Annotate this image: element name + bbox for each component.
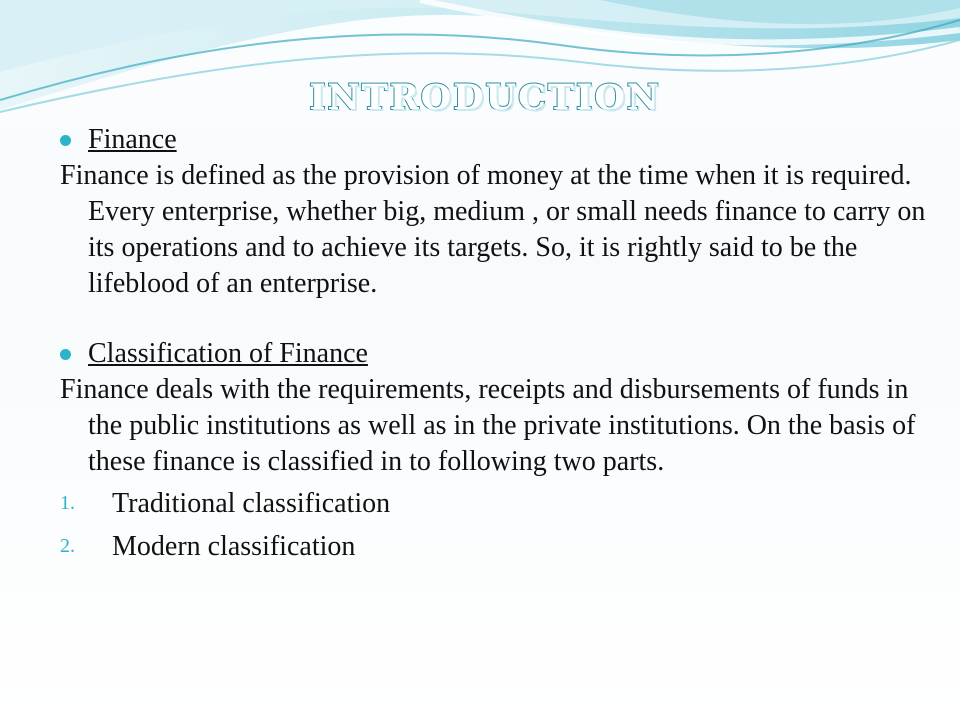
list-item-text: Traditional classification	[112, 488, 391, 519]
classification-list	[60, 482, 930, 568]
slide-title: introduction	[309, 62, 661, 121]
slide-content	[60, 122, 930, 568]
list-number: 2.	[60, 535, 75, 557]
section-finance-heading	[60, 122, 930, 158]
list-item	[60, 482, 930, 525]
section-classification-body: Finance deals with the requirements, receipts and disbursements of funds in the public institutions as well as in the private institutions. On the basis of these finance is classified in to following two parts.	[60, 374, 916, 477]
section-finance-body: Finance is defined as the provision of money at the time when it is required. Every enterprise, whether big, medium , or small needs finance to carry on its operations and to achieve its targets. So, it is rightly said to be the lifeblood of an enterprise.	[60, 160, 926, 299]
spacer	[60, 302, 930, 336]
section-heading-text: Classification of Finance	[88, 338, 368, 369]
bullet-dot-icon	[60, 349, 71, 360]
list-number: 1.	[60, 492, 75, 514]
section-heading-text: Finance	[88, 124, 177, 155]
bullet-dot-icon	[60, 135, 71, 146]
list-item-text: Modern classification	[112, 531, 356, 562]
section-classification-heading	[60, 336, 930, 372]
list-item	[60, 525, 930, 568]
